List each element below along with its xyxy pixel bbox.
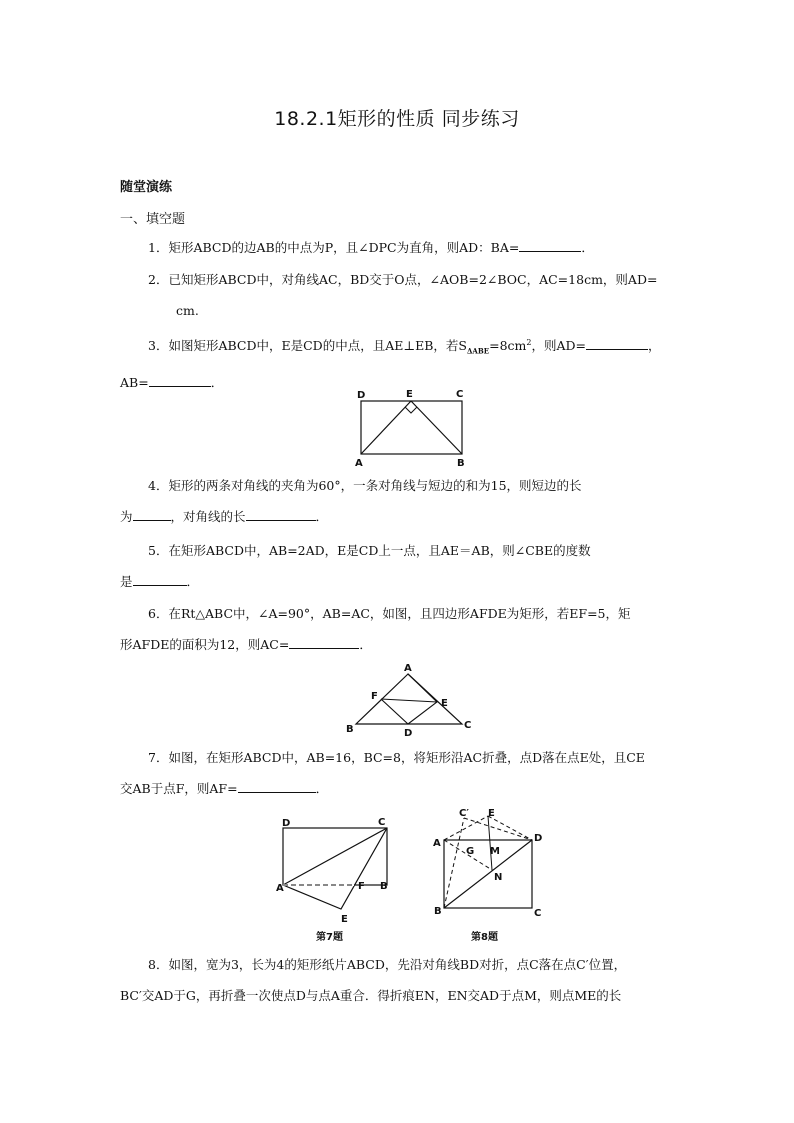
q6-text: 在Rt△ABC中，∠A=90°，AB=AC，如图，且四边形AFDE为矩形，若EF=5，矩 — [168, 606, 631, 621]
fig6-label-b: B — [346, 724, 354, 735]
q3-blank-ad — [586, 335, 648, 350]
fig7-label-a: A — [276, 883, 284, 894]
q1-end: ． — [581, 240, 594, 255]
question-2 — [120, 264, 676, 326]
q7-blank — [238, 778, 316, 793]
q2-text: 已知矩形ABCD中，对角线AC，BD交于O点，∠AOB=2∠BOC，AC=18cm，则AD= — [168, 272, 658, 287]
question-5 — [120, 535, 676, 597]
q3-blank-ab — [149, 372, 211, 387]
question-7 — [120, 742, 676, 804]
fig3-label-a: A — [355, 458, 363, 469]
fig6-label-f: F — [371, 691, 378, 702]
q4-blank-diagonal — [246, 506, 316, 521]
q5-text-2: 是 — [120, 574, 133, 589]
figure-q7-folded-rectangle — [274, 812, 404, 946]
question-4 — [120, 470, 676, 532]
q3-text-a: 如图矩形ABCD中，E是CD的中点，且AE⊥EB，若S — [168, 338, 467, 354]
q4-number: 4． — [148, 478, 169, 493]
q6-text-2: 形AFDE的面积为12，则AC= — [120, 637, 290, 652]
fig7-label-f: F — [358, 881, 365, 892]
q5-text: 在矩形ABCD中，AB=2AD，E是CD上一点，且AE＝AB，则∠CBE的度数 — [168, 543, 591, 558]
fig6-label-e: E — [441, 698, 448, 709]
q3-number: 3． — [148, 338, 169, 354]
fig8-label-n: N — [494, 872, 503, 883]
fig6-label-d: D — [404, 728, 413, 738]
q3-text-ab: AB= — [120, 374, 149, 390]
fig8-label-c: C — [534, 908, 542, 919]
q5-blank — [133, 571, 187, 586]
q7-text: 如图，在矩形ABCD中，AB=16，BC=8，将矩形沿AC折叠，点D落在点E处，且CE — [168, 750, 645, 765]
fig8-label-a: A — [433, 838, 441, 849]
q3-area-subscript: ΔABE — [466, 346, 490, 356]
fig6-label-c: C — [464, 720, 472, 731]
q4-blank-short-side — [133, 506, 171, 521]
fig7-label-c: C — [378, 817, 386, 828]
q4-text-diagonal: ，对角线的长 — [170, 509, 246, 524]
q3-comma: ， — [648, 338, 661, 354]
q4-text: 矩形的两条对角线的夹角为60°，一条对角线与短边的和为15，则短边的长 — [168, 478, 582, 493]
q1-text: 矩形ABCD的边AB的中点为P，且∠DPC为直角，则AD：BA= — [168, 240, 520, 255]
q8-text-2: BC′交AD于G，再折叠一次使点D与点A重合．得折痕EN，EN交AD于点M，则点ME的长 — [120, 988, 622, 1003]
fig3-label-d: D — [357, 390, 366, 401]
fig8-label-g: G — [466, 846, 475, 857]
fig8-caption: 第8题 — [471, 932, 498, 943]
fig8-label-m: M — [490, 846, 500, 857]
q3-end: ． — [210, 374, 224, 390]
fig3-label-c: C — [456, 389, 464, 400]
q3-text-b: =8cm — [489, 338, 527, 354]
q5-end: ． — [186, 574, 200, 589]
figure-q6-triangle — [342, 660, 478, 738]
q3-superscript: 2 — [526, 338, 532, 347]
q4-end: ． — [315, 509, 329, 524]
fig8-label-e: E — [488, 808, 495, 819]
q3-text-c: ，则AD= — [531, 338, 587, 354]
page-title: 18.2.1矩形的性质 同步练习 — [274, 108, 520, 130]
fig3-label-b: B — [457, 458, 465, 469]
q7-end: ． — [315, 781, 329, 796]
q1-number: 1． — [148, 240, 169, 255]
fig3-label-e: E — [406, 389, 413, 400]
figure-q8-folded-rectangle — [428, 804, 552, 946]
q1-blank — [519, 237, 581, 252]
q2-unit: cm. — [176, 303, 199, 318]
fig8-label-b: B — [434, 906, 442, 917]
fig7-label-d: D — [282, 818, 291, 829]
section-heading: 随堂演练 — [120, 180, 173, 195]
q7-text-2: 交AB于点F，则AF= — [120, 781, 238, 796]
q6-blank — [289, 634, 359, 649]
question-6 — [120, 598, 676, 660]
subsection-heading: 一、填空题 — [120, 212, 186, 227]
fig7-caption: 第7题 — [316, 932, 343, 943]
q5-number: 5． — [148, 543, 169, 558]
question-1 — [120, 232, 676, 263]
fig7-label-e: E — [341, 914, 348, 925]
q4-text-short: 为 — [120, 509, 133, 524]
q8-number: 8． — [148, 957, 169, 972]
fig7-label-b: B — [380, 881, 388, 892]
figure-q3-rectangle — [352, 386, 472, 470]
q6-number: 6． — [148, 606, 169, 621]
question-8 — [120, 949, 676, 1011]
fig6-label-a: A — [404, 663, 412, 674]
q8-text: 如图，宽为3，长为4的矩形纸片ABCD，先沿对角线BD对折，点C落在点C′位置， — [168, 957, 627, 972]
q2-number: 2． — [148, 272, 169, 287]
q7-number: 7． — [148, 750, 169, 765]
fig8-label-c-prime: C′ — [459, 808, 469, 819]
q6-end: ． — [359, 637, 372, 652]
fig8-label-d: D — [534, 833, 543, 844]
